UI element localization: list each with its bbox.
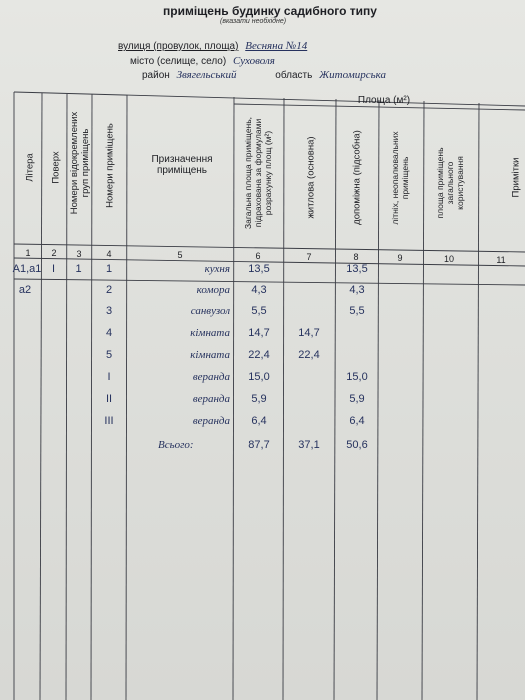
district-value: Звягельський	[176, 69, 237, 81]
row-aux: 4,3	[349, 284, 365, 296]
row-total: 13,5	[248, 263, 270, 275]
row-total: 14,7	[248, 327, 270, 339]
row-purpose: кухня	[204, 263, 230, 275]
street-label: вулиця (провулок, площа)	[118, 41, 239, 52]
row-room: ІІ	[105, 393, 113, 405]
row-aux: 6,4	[349, 415, 365, 427]
header-total: Загальна площа приміщень, підрахована за формулами розрахунку площ (м²)	[243, 116, 273, 230]
document-title: приміщень будинку садибного типу	[163, 4, 377, 18]
col-number: 10	[443, 254, 454, 264]
col-number: 9	[397, 253, 403, 263]
header-litera: Літера	[24, 153, 36, 182]
header-purpose	[132, 154, 232, 176]
header-aux: допоміжна (підсобна)	[351, 130, 363, 225]
row-room: І	[107, 371, 111, 383]
city-value: Суховоля	[232, 55, 275, 67]
row-living: 22,4	[298, 349, 320, 361]
row-purpose: веранда	[192, 393, 230, 405]
row-living: 14,7	[298, 327, 320, 339]
row-purpose: комора	[196, 284, 230, 296]
col-number: 7	[306, 252, 312, 262]
col-number: 2	[51, 248, 57, 258]
row-aux: 5,9	[349, 393, 365, 405]
row-room: 5	[105, 349, 113, 361]
region-value: Житомирська	[319, 69, 386, 81]
row-room: 3	[105, 305, 113, 317]
totals-total: 87,7	[248, 439, 270, 451]
row-total: 5,5	[251, 305, 267, 317]
header-common: площа приміщень загального користування	[435, 147, 465, 219]
row-aux: 15,0	[346, 371, 368, 383]
row-total: 15,0	[248, 371, 270, 383]
col-number: 4	[106, 249, 112, 259]
row-purpose: кімната	[190, 349, 230, 361]
header-groups: Номери відокремлених груп приміщень	[69, 111, 91, 215]
row-purpose: кімната	[190, 327, 230, 339]
row-room: 1	[105, 263, 113, 275]
row-total: 22,4	[248, 349, 270, 361]
row-purpose: веранда	[192, 371, 230, 383]
header-poverkh: Поверх	[50, 151, 62, 184]
street-value: Весняна №14	[245, 40, 308, 52]
row-aux: 13,5	[346, 263, 368, 275]
col-number: 8	[353, 252, 359, 262]
row-group: 1	[75, 263, 82, 275]
row-litera: а2	[18, 284, 32, 296]
row-total: 6,4	[251, 415, 267, 427]
title-note: (вказати необхідне)	[220, 18, 287, 25]
row-purpose: веранда	[192, 415, 230, 427]
district-label: район	[142, 70, 170, 81]
row-purpose: санвузол	[190, 305, 230, 317]
row-poverkh: І	[51, 263, 56, 275]
header-notes: Примітки	[510, 157, 522, 198]
row-total: 4,3	[251, 284, 267, 296]
col-number: 11	[496, 255, 506, 265]
header-summer: літніх, неопалювальних приміщень	[390, 131, 410, 225]
totals-living: 37,1	[298, 439, 320, 451]
totals-label: Всього:	[158, 439, 194, 451]
col-number: 6	[255, 251, 261, 261]
header-rooms: Номери приміщень	[104, 123, 116, 208]
header-purpose-text: Призначення приміщень	[151, 154, 213, 176]
row-room: 2	[105, 284, 113, 296]
col-number: 1	[25, 248, 31, 258]
col-number: 5	[177, 250, 183, 260]
col-number: 3	[76, 249, 82, 259]
region-label: область	[275, 70, 313, 81]
totals-aux: 50,6	[346, 439, 368, 451]
header-area-group: Площа (м²)	[357, 95, 411, 106]
city-label: місто (селище, село)	[130, 56, 227, 67]
header-living: житлова (основна)	[305, 136, 317, 219]
row-room: ІІІ	[104, 415, 114, 427]
row-litera: А1,а1	[12, 263, 42, 275]
row-aux: 5,5	[349, 305, 365, 317]
row-room: 4	[105, 327, 113, 339]
row-total: 5,9	[251, 393, 267, 405]
